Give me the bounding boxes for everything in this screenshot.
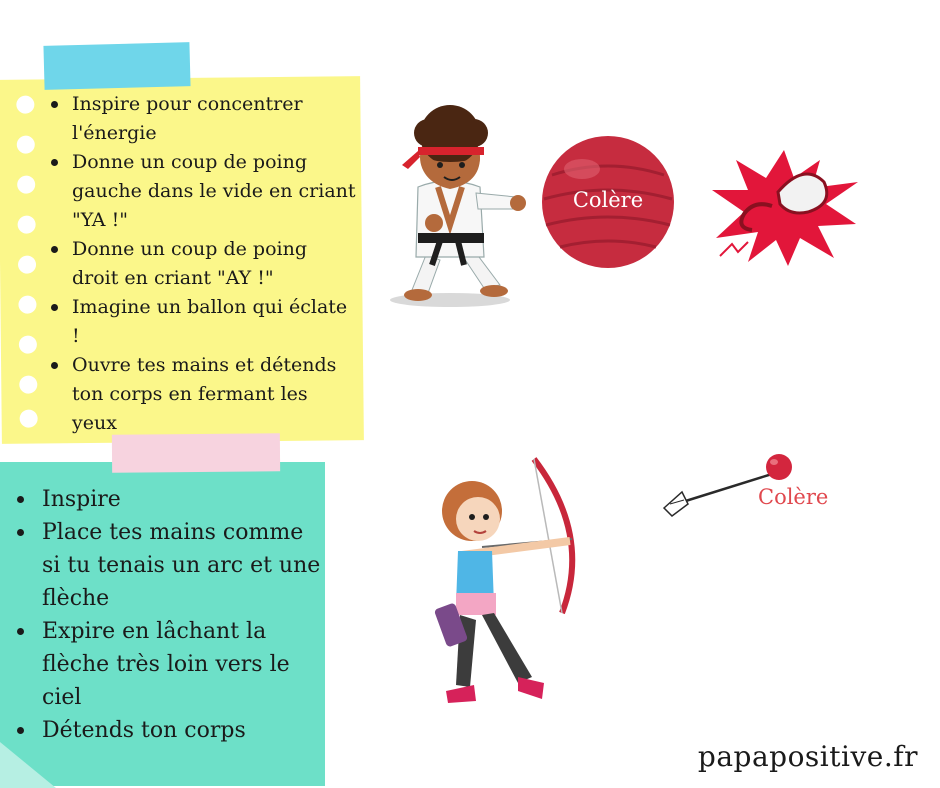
- pink-tape: [112, 433, 280, 472]
- note-hole: [18, 216, 36, 234]
- note-hole: [17, 176, 35, 194]
- note-hole: [18, 256, 36, 274]
- note-hole: [19, 376, 37, 394]
- note-hole: [19, 336, 37, 354]
- karate-step: Ouvre tes mains et détends ton corps en fermant les yeux: [72, 351, 357, 438]
- karate-step: Inspire pour concentrer l'énergie: [72, 90, 357, 148]
- karate-steps-list: [72, 90, 357, 438]
- archery-steps-list: [42, 483, 327, 747]
- note-hole: [17, 136, 35, 154]
- note-fold: [0, 742, 56, 788]
- burst-balloon-icon: [708, 148, 860, 268]
- balloon-icon: [764, 452, 794, 482]
- archery-step: Inspire: [42, 483, 327, 516]
- archery-step: Détends ton corps: [42, 714, 327, 747]
- balloon-label: Colère: [758, 485, 829, 509]
- archery-step: Place tes mains comme si tu tenais un arc et une flèche: [42, 516, 327, 615]
- note-hole: [20, 410, 38, 428]
- archer-girl-illustration: [422, 455, 582, 720]
- archery-step: Expire en lâchant la flèche très loin vers le ciel: [42, 615, 327, 714]
- site-name: papapositive.fr: [697, 740, 918, 773]
- blue-tape: [43, 42, 190, 90]
- karate-step: Donne un coup de poing gauche dans le vide en criant "YA !": [72, 148, 357, 235]
- note-hole: [18, 296, 36, 314]
- karate-step: Donne un coup de poing droit en criant "AY !": [72, 235, 357, 293]
- note-hole: [16, 96, 34, 114]
- ball-label: Colère: [572, 188, 644, 212]
- karate-boy-illustration: [388, 105, 528, 310]
- karate-step: Imagine un ballon qui éclate !: [72, 293, 357, 351]
